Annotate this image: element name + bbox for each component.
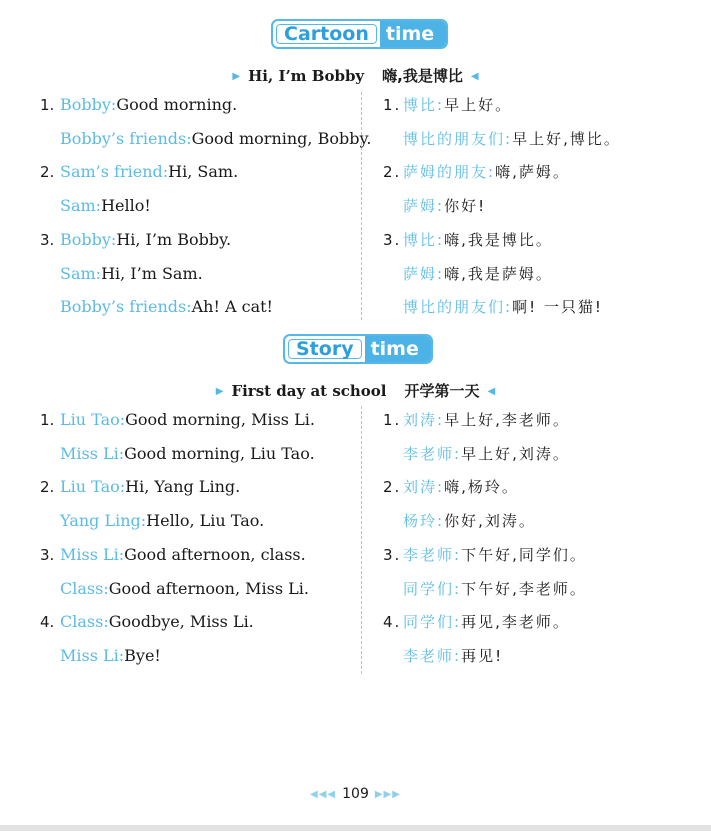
badge-word-cartoon: Cartoon xyxy=(274,22,379,46)
speaker-name: Class: xyxy=(60,578,109,598)
speaker-name: 博比: xyxy=(403,230,445,249)
line-number: 3. xyxy=(383,545,402,564)
speaker-name: Miss Li: xyxy=(60,443,125,463)
speaker-name: 李老师: xyxy=(403,444,462,463)
speaker-name: Bobby’s friends: xyxy=(60,297,192,317)
line-number: 2. xyxy=(383,478,402,497)
speaker-name: Sam: xyxy=(60,196,102,216)
cartoon-title-en: Hi, I’m Bobby xyxy=(248,67,365,85)
dialogue-line xyxy=(383,95,512,115)
page-footer xyxy=(0,786,711,802)
line-number: 1. xyxy=(40,96,55,114)
dialogue-line xyxy=(383,477,519,497)
utterance-text: Good afternoon, Miss Li. xyxy=(108,578,309,598)
line-number: 2. xyxy=(40,478,55,497)
dialogue-line xyxy=(383,511,536,531)
badge-word-time: time xyxy=(380,21,446,47)
dialogue-line xyxy=(40,196,151,216)
line-number: 2. xyxy=(383,163,402,182)
speaker-name: Liu Tao: xyxy=(60,410,126,429)
dialogue-line xyxy=(40,612,254,632)
story-title-zh: 开学第一天 xyxy=(404,382,480,400)
dialogue-line xyxy=(40,579,309,599)
line-number: 1. xyxy=(383,96,402,114)
dialogue-line xyxy=(40,95,237,115)
dialogue-line xyxy=(40,646,161,666)
speaker-name: Bobby: xyxy=(60,229,117,249)
dialogue-line xyxy=(40,545,306,565)
dialogue-line xyxy=(383,129,621,149)
dialogue-line xyxy=(383,545,587,565)
speaker-name: 博比的朋友们: xyxy=(403,298,513,317)
dialogue-line xyxy=(383,612,570,632)
cartoon-title-zh: 嗨,我是博比 xyxy=(382,67,463,85)
dialogue-line xyxy=(40,162,238,182)
line-number: 1. xyxy=(383,411,402,429)
dialogue-line xyxy=(383,264,553,284)
dialogue-line xyxy=(40,230,231,250)
speaker-name: Miss Li: xyxy=(60,544,125,564)
left-arrows-icon: ◀◀◀ xyxy=(310,789,337,800)
utterance-text: Hi, I’m Sam. xyxy=(101,263,203,283)
utterance-text: 嗨,我是博比。 xyxy=(444,230,553,249)
dialogue-line xyxy=(383,196,486,216)
utterance-text: Good afternoon, class. xyxy=(124,544,306,564)
speaker-name: 李老师: xyxy=(403,545,462,564)
utterance-text: 下午好,李老师。 xyxy=(461,579,587,598)
utterance-text: Good morning, Miss Li. xyxy=(125,410,315,429)
line-number: 2. xyxy=(40,163,55,182)
story-section-title xyxy=(0,380,711,401)
line-number: 4. xyxy=(383,613,402,632)
cartoon-time-badge xyxy=(271,19,448,49)
bottom-edge xyxy=(0,825,711,831)
utterance-text: 早上好,刘涛。 xyxy=(461,444,570,463)
dialogue-line xyxy=(383,162,570,182)
dialogue-line xyxy=(383,297,603,317)
utterance-text: Hi, Sam. xyxy=(168,162,239,182)
speaker-name: Sam: xyxy=(60,263,102,283)
utterance-text: 啊! 一只猫! xyxy=(512,298,603,317)
speaker-name: 杨玲: xyxy=(403,512,445,531)
utterance-text: 下午好,同学们。 xyxy=(461,545,587,564)
speaker-name: Miss Li: xyxy=(60,645,125,665)
triangle-right-icon: ▶ xyxy=(215,386,224,397)
utterance-text: 嗨,杨玲。 xyxy=(444,478,519,497)
line-number: 3. xyxy=(40,230,55,249)
line-number: 4. xyxy=(40,613,55,632)
speaker-name: 同学们: xyxy=(403,613,462,632)
column-divider xyxy=(361,406,362,674)
utterance-text: 早上好。 xyxy=(444,96,513,114)
cartoon-section-title xyxy=(0,65,711,86)
speaker-name: 同学们: xyxy=(403,579,462,598)
triangle-left-icon: ◀ xyxy=(487,386,496,397)
utterance-text: 你好,刘涛。 xyxy=(444,512,536,531)
utterance-text: Hi, I’m Bobby. xyxy=(116,229,232,249)
dialogue-line xyxy=(383,579,587,599)
utterance-text: Hello! xyxy=(101,196,151,216)
utterance-text: 你好! xyxy=(444,197,487,216)
dialogue-line xyxy=(40,129,371,149)
speaker-name: Bobby’s friends: xyxy=(60,128,192,148)
utterance-text: Good morning, Bobby. xyxy=(191,128,372,148)
utterance-text: Goodbye, Miss Li. xyxy=(108,612,254,632)
dialogue-line xyxy=(40,477,240,497)
speaker-name: Sam’s friend: xyxy=(60,162,169,182)
badge-word-time: time xyxy=(365,336,431,362)
speaker-name: 李老师: xyxy=(403,646,462,665)
utterance-text: 嗨,萨姆。 xyxy=(495,163,570,182)
line-number: 1. xyxy=(40,411,55,429)
utterance-text: Ah! A cat! xyxy=(191,297,273,317)
speaker-name: 萨姆: xyxy=(403,264,445,283)
badge-word-story: Story xyxy=(286,337,364,361)
speaker-name: 刘涛: xyxy=(403,411,445,429)
dialogue-line xyxy=(383,230,553,250)
dialogue-line xyxy=(40,297,273,317)
dialogue-line xyxy=(383,646,503,666)
story-time-badge xyxy=(283,334,433,364)
utterance-text: 再见,李老师。 xyxy=(461,613,570,632)
speaker-name: 博比的朋友们: xyxy=(403,129,513,148)
utterance-text: 早上好,博比。 xyxy=(512,129,621,148)
utterance-text: 早上好,李老师。 xyxy=(444,411,570,429)
column-divider xyxy=(361,92,362,320)
right-arrows-icon: ▶▶▶ xyxy=(374,789,401,800)
utterance-text: Hello, Liu Tao. xyxy=(146,511,265,531)
dialogue-line xyxy=(40,264,203,284)
utterance-text: Good morning. xyxy=(116,95,238,114)
dialogue-line xyxy=(40,511,264,531)
speaker-name: Liu Tao: xyxy=(60,477,126,497)
speaker-name: 萨姆的朋友: xyxy=(403,163,496,182)
triangle-left-icon: ◀ xyxy=(470,71,479,82)
dialogue-line xyxy=(40,410,315,430)
utterance-text: Bye! xyxy=(124,645,161,665)
page-number: 109 xyxy=(342,786,369,802)
speaker-name: Class: xyxy=(60,612,109,632)
speaker-name: 刘涛: xyxy=(403,478,445,497)
utterance-text: 再见! xyxy=(461,646,504,665)
dialogue-line xyxy=(383,410,570,430)
speaker-name: 萨姆: xyxy=(403,197,445,216)
line-number: 3. xyxy=(40,545,55,564)
utterance-text: Hi, Yang Ling. xyxy=(125,477,241,497)
story-title-en: First day at school xyxy=(231,382,387,400)
speaker-name: Bobby: xyxy=(60,95,117,114)
utterance-text: Good morning, Liu Tao. xyxy=(124,443,315,463)
utterance-text: 嗨,我是萨姆。 xyxy=(444,264,553,283)
dialogue-line xyxy=(383,444,570,464)
speaker-name: Yang Ling: xyxy=(60,511,147,531)
triangle-right-icon: ▶ xyxy=(232,71,241,82)
line-number: 3. xyxy=(383,230,402,249)
speaker-name: 博比: xyxy=(403,96,445,114)
dialogue-line xyxy=(40,444,315,464)
